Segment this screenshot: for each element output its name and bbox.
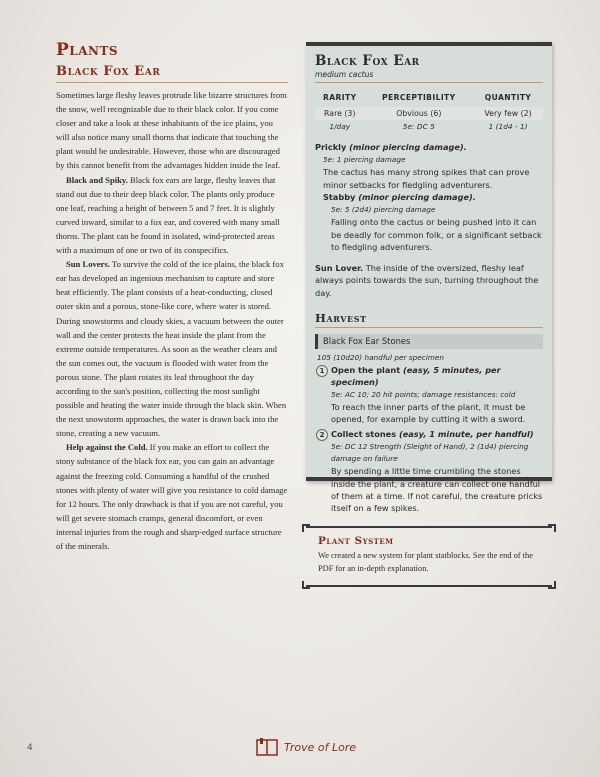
value-quantity: Very few (2): [473, 107, 543, 120]
value-rarity: Rare (3): [315, 107, 364, 120]
trait-text: Falling onto the cactus or being pushed into it can be deadly for common folk, or a significant setback to fledgling adventurers.: [331, 217, 542, 252]
harvest-step-1: [315, 364, 543, 425]
trait-sun-lover: [315, 262, 543, 300]
step-text: By spending a little time crumbling the stones inside the plant, a creature can collect one handful of them at a time. If not careful, the creature pricks itself on a few spikes.: [331, 466, 543, 514]
harvest-amount: 105 (10d20) handful per specimen: [317, 353, 444, 362]
value-perceptibility: Obvious (6): [364, 107, 473, 120]
step-title: Collect stones: [331, 429, 397, 440]
footer-brand: [256, 738, 356, 756]
paragraph-text: To survive the cold of the ice plains, the black fox ear has developed an ingenious mechanism to capture and store heat efficiently. The plant consists of a heat-conducting, closed outer skin and a porous, stone-like core, where water is stored. During snowstorms and cloudy skies, a vacuum between the outer wall and the center protects the heat inside the plant from the extreme outside temperatures. As soon as the weather clears and the sun comes out, the vacuum is flooded with water from the porous stone. The plant rotates its leaf throughout the day according to the sun's position, collecting the most sunlight possible and heating the water inside through the black skin. When the next snowstorm approaches, the water is drawn back into the stone, creating a new vacuum.: [56, 259, 287, 439]
note-title: Plant System: [318, 535, 394, 547]
paragraph-sun-lovers: [56, 257, 288, 440]
plant-statblock: [306, 42, 552, 514]
value-rarity-5e: 1/day: [329, 122, 351, 131]
harvest-heading: Harvest: [315, 312, 543, 328]
intro-paragraph: Sometimes large fleshy leaves protrude like bizarre structures from the snow, well recognizable due to their black color. If you come closer and take a look at these inhabitants of the ice plains, you will also notice many small thorns that indicate that touching the plant would be undesirable. However, those who are discouraged by this cannot benefit from the advantages hidden inside the leaf.: [56, 90, 287, 171]
trait-5e: 5e: 1 piercing damage: [323, 154, 406, 164]
runin-heading: Sun Lovers.: [66, 259, 110, 270]
section-title: Plants: [56, 40, 119, 60]
left-column: [56, 40, 288, 553]
step-tag: (easy, 5 minutes, per specimen): [331, 365, 501, 388]
trait-text: The cactus has many strong spikes that can prove minor setbacks for fledgling adventurers.: [323, 167, 530, 190]
value-perceptibility-5e: 5e: DC 5: [402, 122, 435, 131]
paragraph-black-and-spiky: [56, 173, 288, 258]
trait-name: Prickly: [315, 142, 347, 152]
trait-5e: 5e: 5 (2d4) piercing damage: [331, 204, 436, 214]
harvest-step-2: [315, 428, 543, 514]
trait-text: The inside of the oversized, fleshy leaf always points towards the sun, turning throughout the day.: [315, 262, 539, 298]
step-tag: (easy, 1 minute, per handful): [398, 429, 534, 440]
trait-tag: (minor piercing damage).: [349, 142, 467, 152]
plant-system-note: [306, 526, 552, 587]
plant-title: Black Fox Ear: [56, 64, 288, 83]
step-number-badge: 2: [316, 429, 328, 441]
brand-name: Trove of Lore: [284, 740, 357, 754]
trait-name: Sun Lover.: [315, 262, 364, 273]
header-rarity: RARITY: [323, 93, 357, 102]
step-text: To reach the inner parts of the plant, it must be opened, for example by cutting it with a sword.: [331, 401, 526, 425]
trait-name: Stabby: [323, 192, 356, 202]
book-icon: [256, 738, 278, 756]
trait-prickly: [315, 141, 543, 254]
trait-tag: (minor piercing damage).: [358, 192, 476, 202]
statblock-subtitle: medium cactus: [315, 70, 374, 79]
statblock-title: Black Fox Ear: [315, 53, 420, 69]
harvest-item: Black Fox Ear Stones: [315, 334, 543, 349]
paragraph-text: Black fox ears are large, fleshy leaves that stand out due to their deep black color. The plants only produce one leaf, reaching a height of between 5 and 7 feet. It is slightly curved inward, similar to a fox ear, and covered with many small thorns. The plant can be found in isolated, wind-protected areas with a maximum of one or two of its conspecifics.: [56, 174, 280, 256]
header-perceptibility: PERCEPTIBILITY: [382, 93, 456, 102]
page-number: 4: [27, 743, 33, 753]
divider: [315, 82, 543, 83]
paragraph-text: If you make an effort to collect the stony substance of the black fox ear, you can gain an advantage against the freezing cold. Consuming a handful of the crushed stones with plenty of water will give you resistance to cold damage for 12 hours. The only drawback is that if you are not careful, you will get severe stomach cramps, general discomfort, or even internal injuries from the rough and sharp-edged surface structure of the minerals.: [56, 442, 288, 551]
step-5e: 5e: DC 12 Strength (Sleight of Hand), 2 (1d4) piercing damage on failure: [331, 441, 529, 464]
value-quantity-5e: 1 (1d4 - 1): [488, 122, 528, 131]
stats-table: [315, 93, 543, 133]
header-quantity: QUANTITY: [484, 93, 532, 102]
step-5e: 5e: AC 10; 20 hit points; damage resistances: cold: [331, 389, 516, 399]
runin-heading: Help against the Cold.: [66, 442, 148, 453]
step-number-badge: 1: [316, 365, 328, 377]
step-title: Open the plant: [331, 365, 401, 375]
note-text: We created a new system for plant statblocks. See the end of the PDF for an in-depth explanation.: [318, 551, 533, 573]
paragraph-help-against-cold: [56, 440, 288, 553]
runin-heading: Black and Spiky.: [66, 174, 128, 185]
